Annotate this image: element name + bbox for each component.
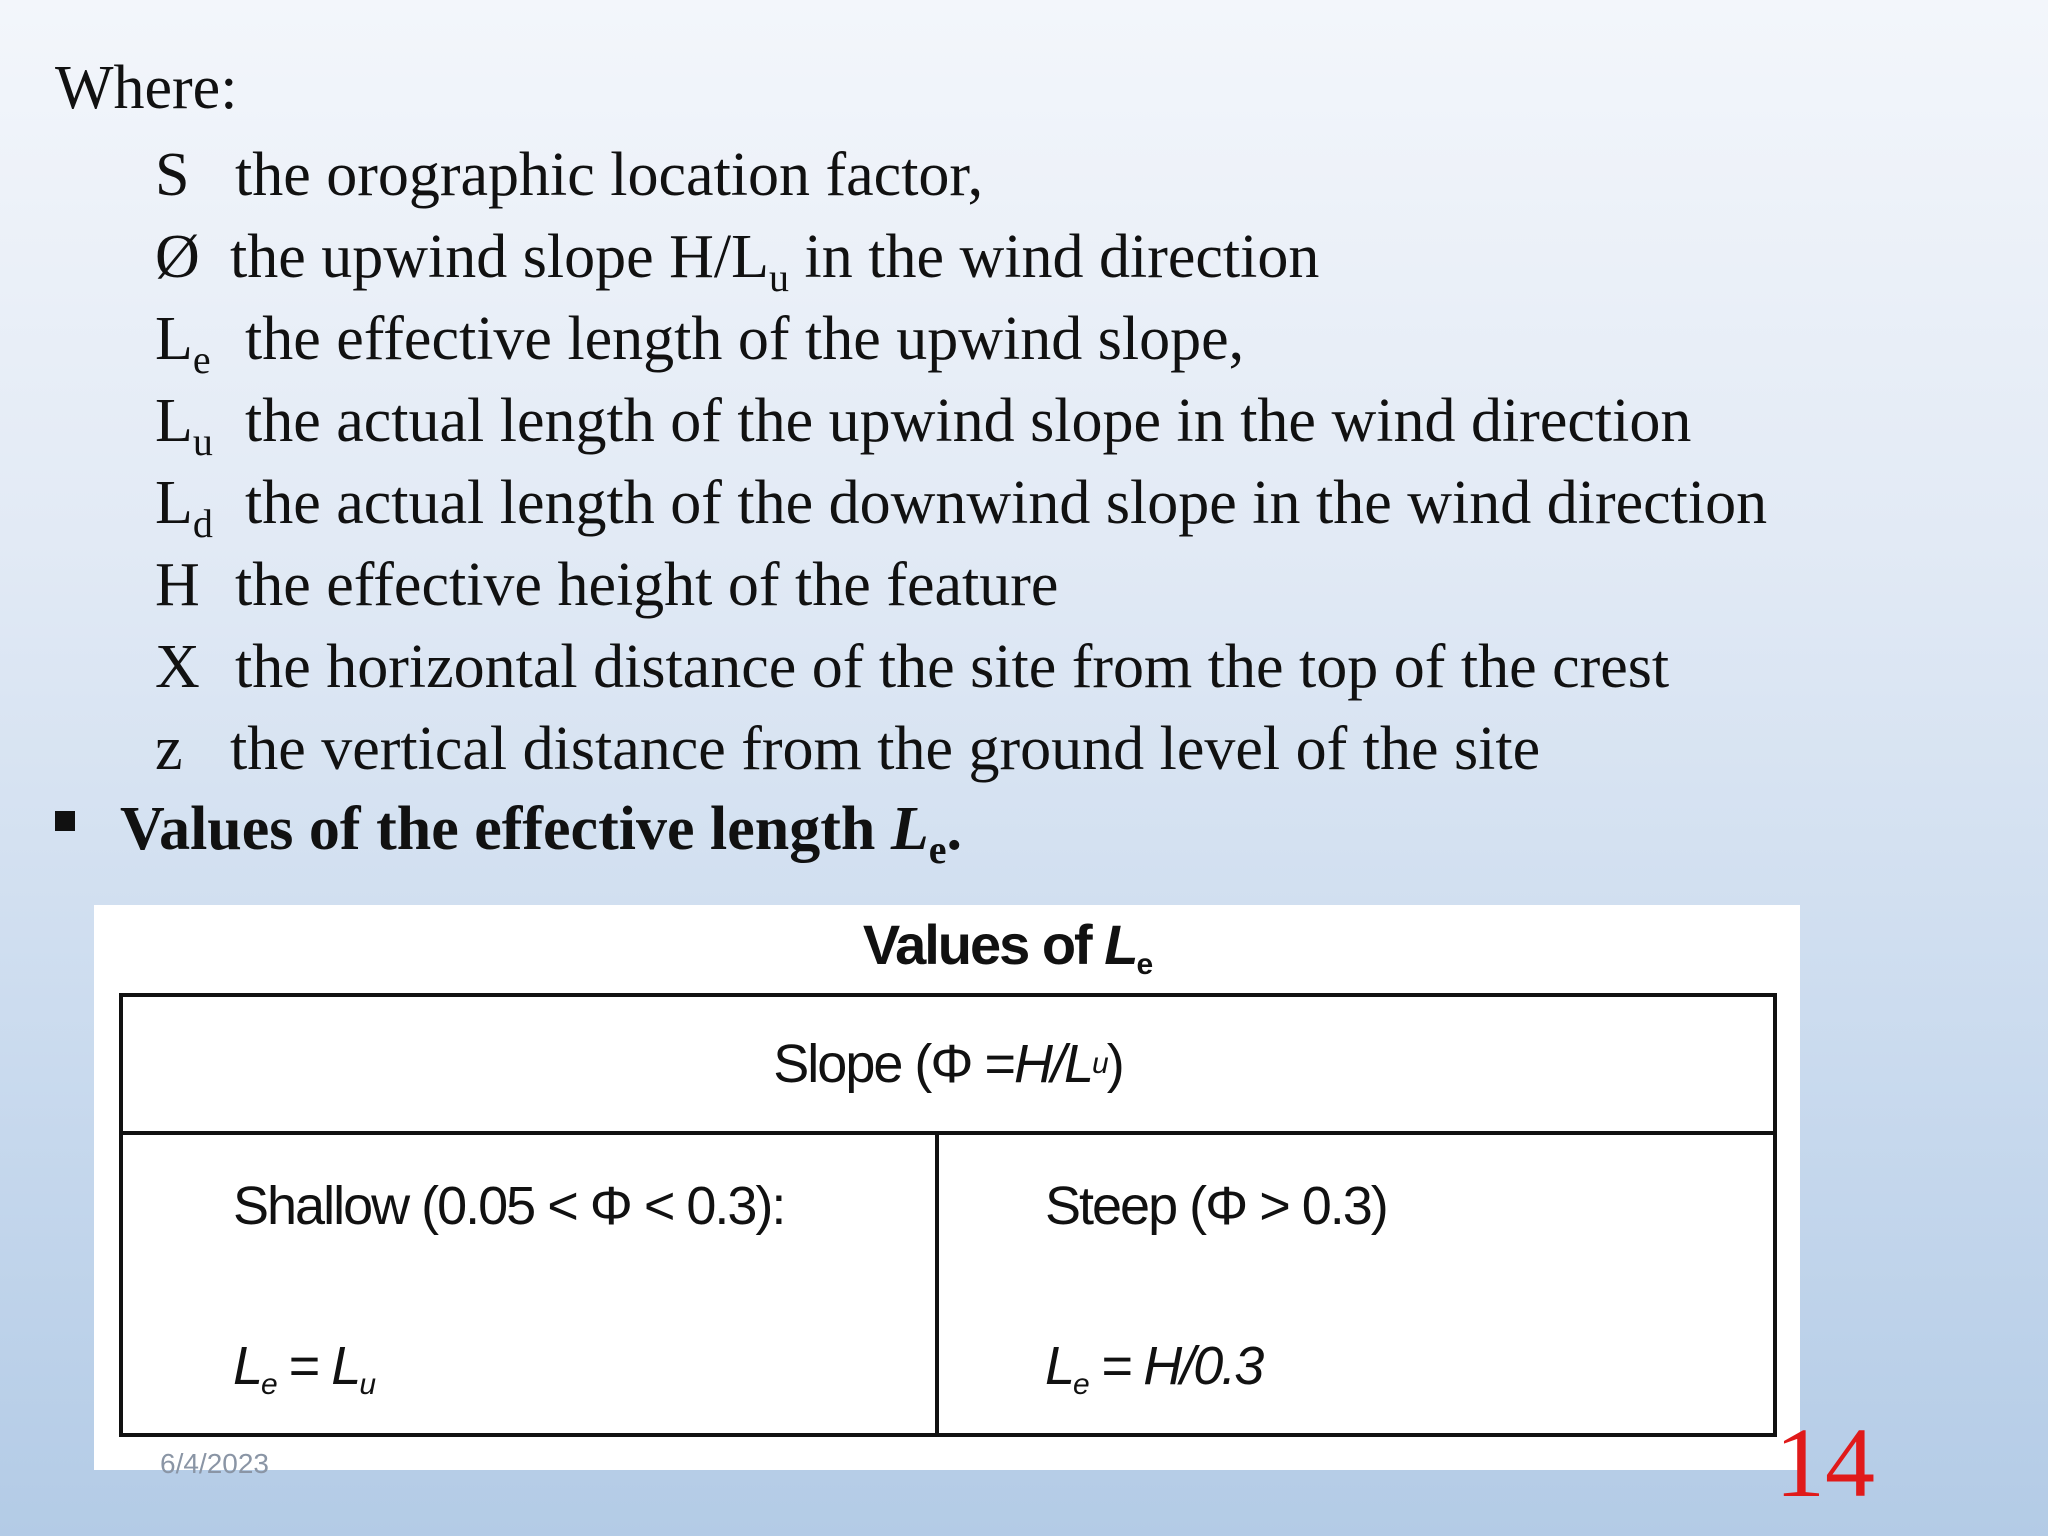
definition-text: the actual length of the upwind slope in the wind direction (245, 387, 1692, 455)
definition-symbol (155, 462, 245, 544)
definition-x (155, 626, 1767, 708)
caption-variable: L (1104, 913, 1137, 976)
steep-formula (1045, 1335, 1263, 1401)
bullet-text (120, 788, 962, 870)
table-header: Slope (Φ = H/L u ) (123, 997, 1773, 1135)
formula-part: L (233, 1336, 262, 1396)
formula-subscript: u (359, 1368, 375, 1401)
table-cell-shallow (123, 1135, 939, 1433)
effective-length-table-image (94, 905, 1800, 1470)
definition-symbol (155, 544, 235, 626)
definition-symbol (155, 298, 245, 380)
symbol-subscript: d (192, 501, 213, 546)
definition-symbol (155, 708, 230, 790)
table-caption (94, 910, 1800, 980)
square-bullet-icon (55, 811, 75, 831)
bullet-subscript: e (928, 827, 947, 872)
formula-part: L (331, 1336, 360, 1396)
definition-symbol (155, 626, 235, 708)
definition-text: the actual length of the downwind slope in the wind direction (245, 469, 1768, 537)
shallow-formula (233, 1335, 375, 1401)
caption-text: Values of (862, 913, 1105, 976)
where-heading: Where: (55, 54, 238, 122)
slide-number: 14 (1775, 1407, 1875, 1518)
definition-symbol (155, 134, 235, 216)
symbol-text: z (155, 715, 183, 783)
definition-symbol (155, 216, 230, 298)
definition-text: the horizontal distance of the site from the top of the crest (235, 633, 1670, 701)
formula-part: L (1045, 1336, 1074, 1396)
table-cell-steep (939, 1135, 1773, 1433)
formula-subscript: e (261, 1368, 276, 1401)
formula-subscript: e (1073, 1368, 1088, 1401)
text-part: in the wind direction (789, 223, 1320, 291)
definition-z (155, 708, 1767, 790)
header-text: Slope (Φ = (773, 1034, 1014, 1094)
header-end: ) (1106, 1034, 1123, 1094)
definition-text: the vertical distance from the ground level of the site (230, 715, 1541, 783)
symbol-text: Ø (155, 223, 200, 291)
symbol-text: L (155, 387, 193, 455)
symbol-text: S (155, 141, 190, 209)
bullet-point (55, 788, 962, 870)
definition-text (230, 216, 1319, 298)
formula-equals: = (275, 1336, 332, 1396)
definition-phi (155, 216, 1767, 298)
definitions-list (155, 134, 1767, 790)
definition-s (155, 134, 1767, 216)
shallow-condition: Shallow (0.05 < Φ < 0.3): (233, 1176, 785, 1236)
bullet-variable: L (890, 795, 929, 863)
slide-date: 6/4/2023 (160, 1448, 269, 1479)
steep-condition: Steep (Φ > 0.3) (1045, 1176, 1387, 1236)
definition-symbol (155, 380, 245, 462)
definition-text: the orographic location factor, (235, 141, 984, 209)
text-part: the upwind slope H/L (230, 223, 769, 291)
symbol-text: X (155, 633, 200, 701)
definition-le (155, 298, 1767, 380)
symbol-text: L (155, 469, 193, 537)
caption-subscript: e (1136, 948, 1152, 981)
bullet-text-part: Values of the effective length (120, 795, 891, 863)
symbol-text: H (155, 551, 200, 619)
header-variable: H/L (1014, 1034, 1093, 1094)
effective-length-table (119, 993, 1777, 1437)
definition-h (155, 544, 1767, 626)
symbol-subscript: e (192, 337, 211, 382)
text-subscript: u (769, 255, 789, 300)
definition-text: the effective height of the feature (235, 551, 1059, 619)
definition-lu (155, 380, 1767, 462)
formula-part: = H/0.3 (1087, 1336, 1263, 1396)
definition-ld (155, 462, 1767, 544)
symbol-subscript: u (192, 419, 213, 464)
definition-text: the effective length of the upwind slope, (245, 305, 1245, 373)
symbol-text: L (155, 305, 193, 373)
bullet-end: . (946, 795, 962, 863)
